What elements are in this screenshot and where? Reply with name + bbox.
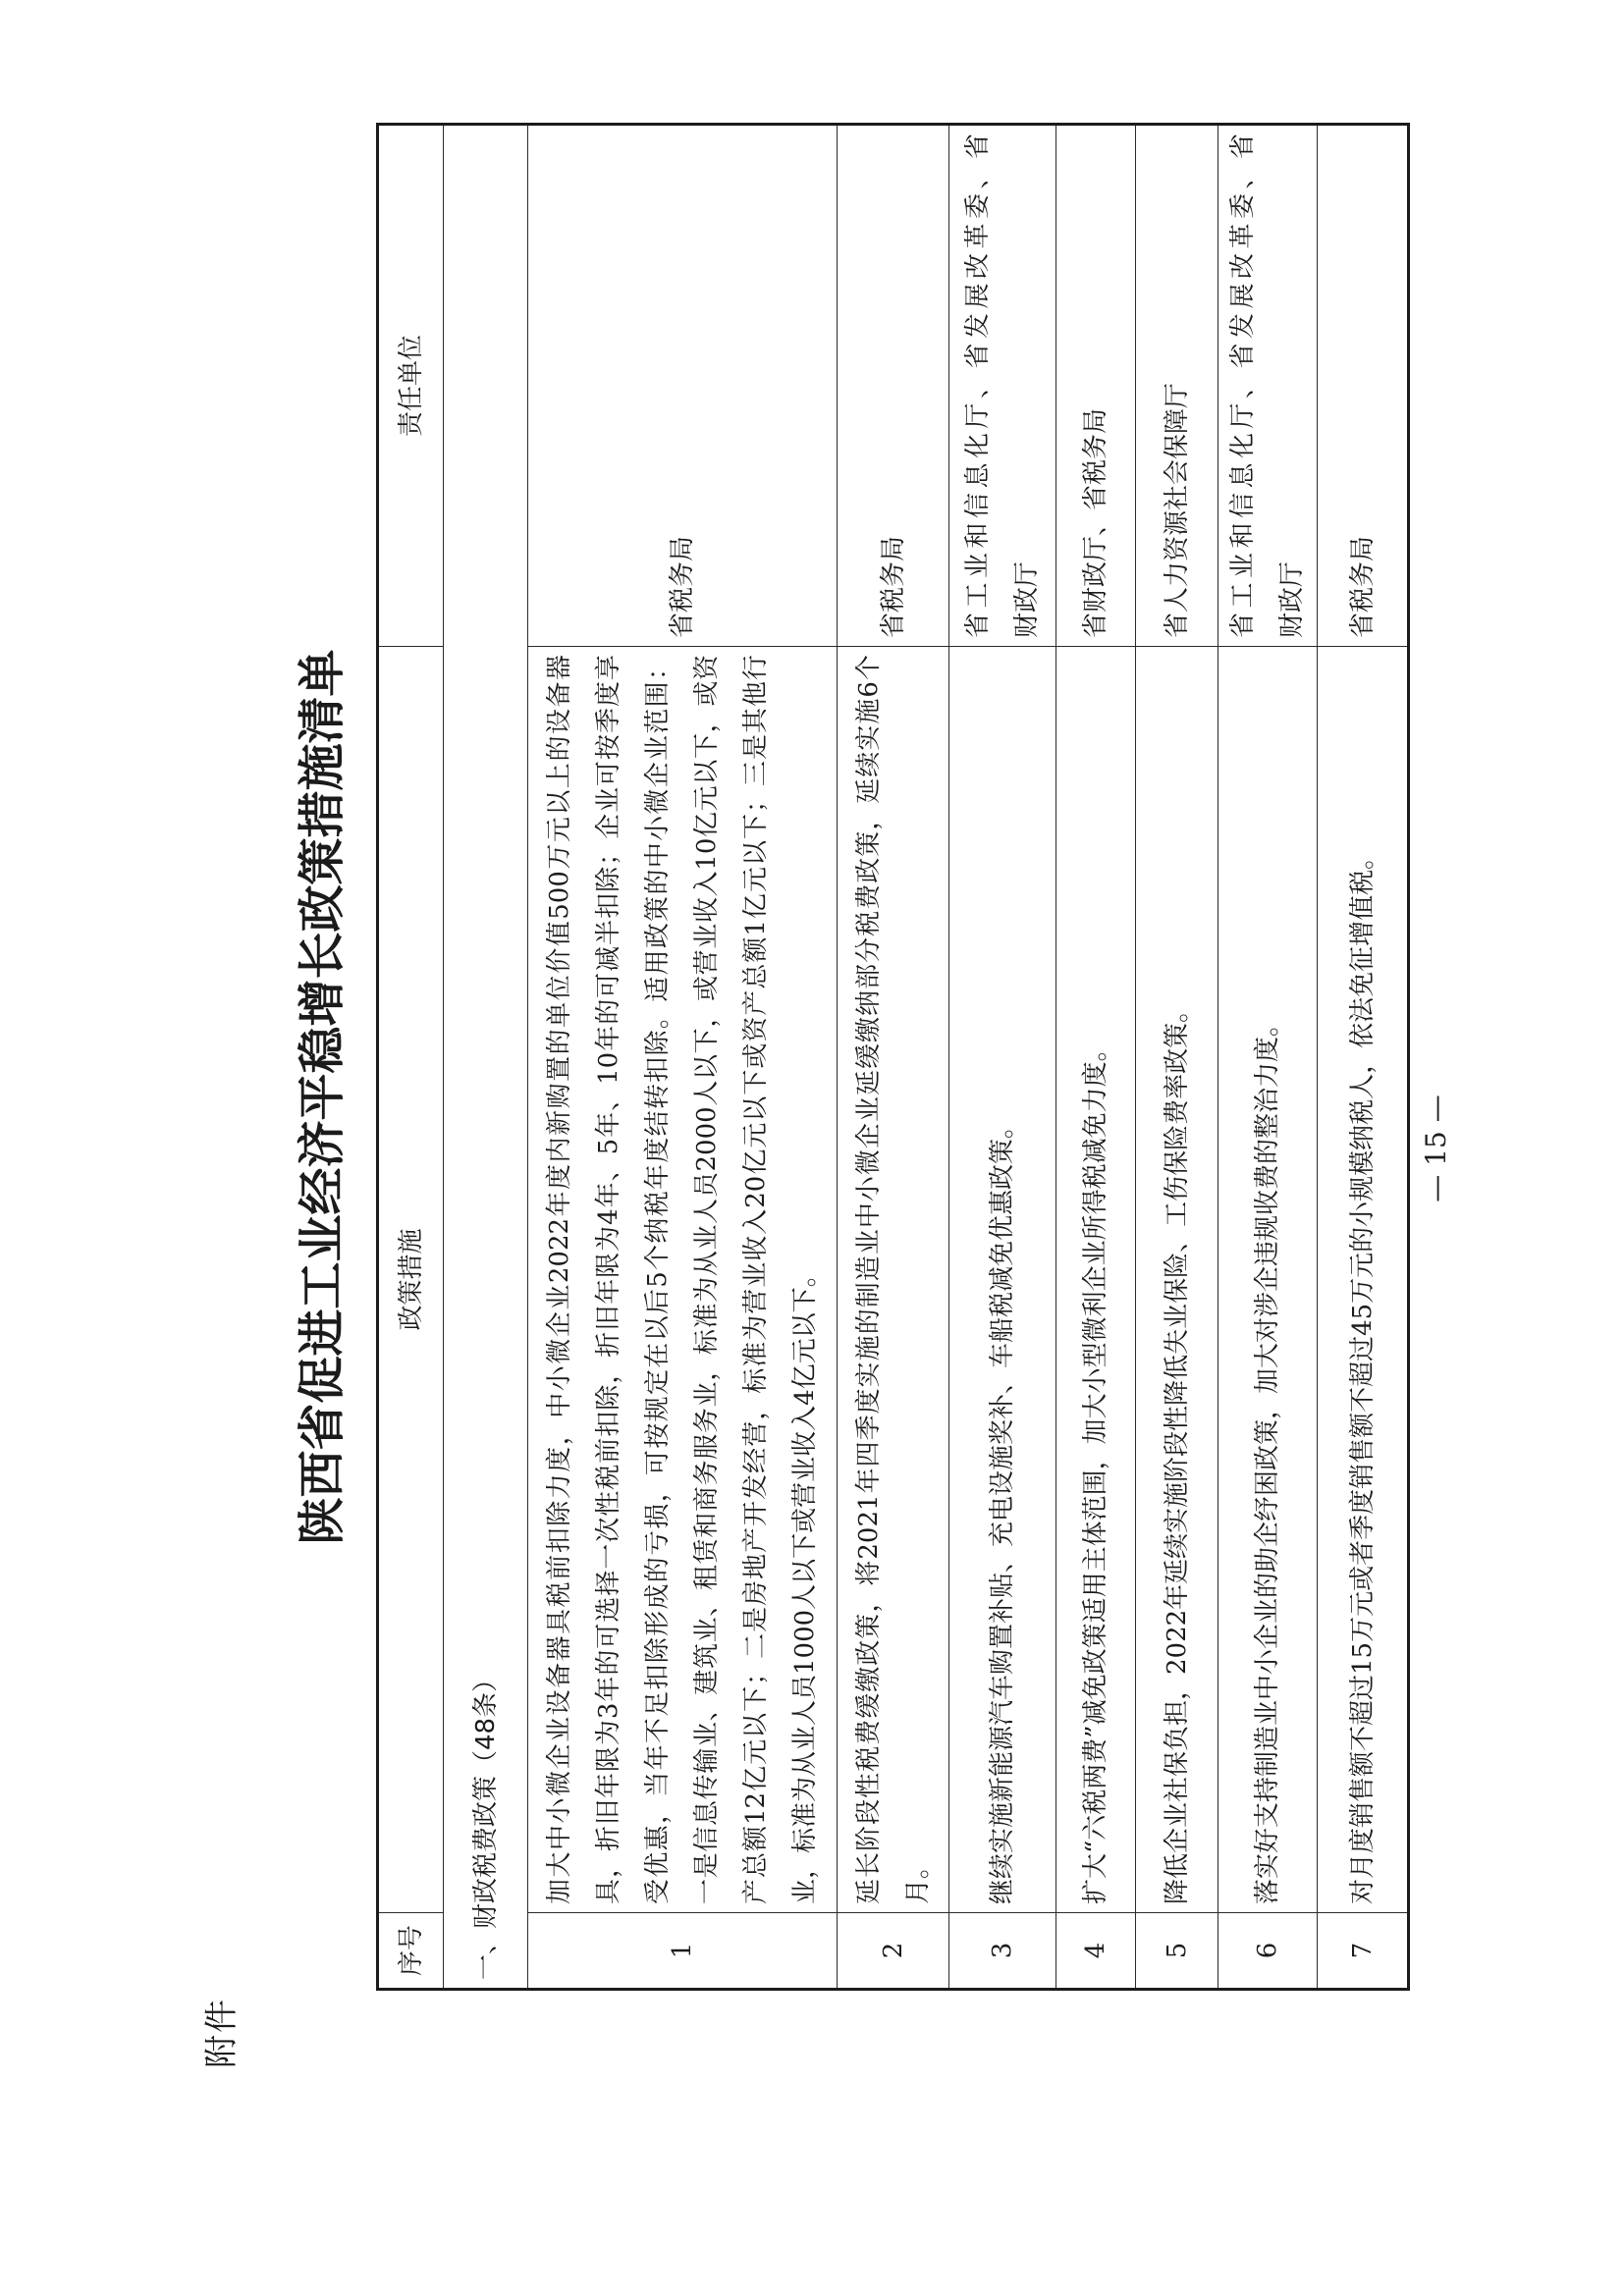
measure-line: 继续实施新能源汽车购置补贴、充电设施奖补、车船税减免优惠政策。 <box>988 1112 1017 1904</box>
measure-line: 对月度销售额不超过15万元或者季度销售额不超过45万元的小规模纳税人，依法免征增值税。 <box>1347 843 1378 1904</box>
unit-line: 财政厅 <box>1277 561 1307 638</box>
measure-line: 一是信息传输业、建筑业、租赁和商务服务业，标准为从业人员2000人以下，或营业收入10亿元以下，或资 <box>692 655 722 1904</box>
measure-line: 月。 <box>902 1852 933 1904</box>
unit-line: 省工业和信息化厅、省发展改革委、省 <box>1228 133 1258 638</box>
row-unit <box>949 125 1056 647</box>
unit-line: 省工业和信息化厅、省发展改革委、省 <box>963 133 993 638</box>
row-number: 6 <box>1218 1913 1318 1990</box>
unit-line: 省税务局 <box>878 535 908 638</box>
measure-line: 受优惠，当年不足扣除形成的亏损，可按规定在以后5个纳税年度结转扣除。适用政策的中小微企业范围： <box>643 655 673 1904</box>
row-number: 5 <box>1136 1913 1218 1990</box>
row-measure <box>1218 647 1318 1913</box>
unit-line: 省人力资源社会保障厅 <box>1162 382 1192 638</box>
measure-line: 加大中小微企业设备器具税前扣除力度，中小微企业2022年度内新购置的单位价值500万元以上的设备器 <box>545 655 574 1904</box>
row-unit <box>1318 125 1409 647</box>
unit-line: 财政厅 <box>1012 561 1042 638</box>
measure-line: 延长阶段性税费缓缴政策，将2021年四季度实施的制造业中小微企业延缓缴纳部分税费政策，延续实施6个 <box>853 655 884 1904</box>
measure-line: 落实好支持制造业中小企业的助企纾困政策，加大对涉企违规收费的整治力度。 <box>1253 1010 1282 1904</box>
table-header-row <box>378 125 444 1990</box>
section-row <box>444 125 528 1990</box>
table-row <box>1318 125 1409 1990</box>
measure-line: 业，标准为从业人员1000人以下或营业收入4亿元以下。 <box>790 1261 820 1904</box>
row-measure <box>1056 647 1136 1913</box>
row-measure <box>949 647 1056 1913</box>
row-unit <box>528 125 838 647</box>
unit-line: 省税务局 <box>1347 535 1378 638</box>
measure-line: 扩大“六税两费”减免政策适用主体范围，加大小型微利企业所得税减免力度。 <box>1081 1036 1110 1904</box>
section-title: 一、财政税费政策（48条） <box>444 125 528 1990</box>
row-number: 1 <box>528 1913 838 1990</box>
row-measure <box>528 647 838 1913</box>
table-row <box>1056 125 1136 1990</box>
table-row <box>1136 125 1218 1990</box>
row-number: 2 <box>838 1913 949 1990</box>
measure-line: 具，折旧年限为3年的可选择一次性税前扣除，折旧年限为4年、5年、10年的可减半扣除；企业可按季度享 <box>594 655 623 1904</box>
table-row <box>949 125 1056 1990</box>
table-row <box>528 125 838 1990</box>
measure-line: 降低企业社保负担，2022年延续实施阶段性降低失业保险、工伤保险费率政策。 <box>1162 996 1192 1904</box>
page-number: — 15 — <box>1420 1095 1452 1202</box>
header-measure: 政策措施 <box>378 647 444 1913</box>
row-unit <box>1136 125 1218 647</box>
row-number: 7 <box>1318 1913 1409 1990</box>
measure-line: 产总额12亿元以下；二是房地产开发经营，标准为营业收入20亿元以下或资产总额1亿元以下；三是其他行 <box>741 655 771 1904</box>
attachment-label: 附件 <box>202 1998 242 2068</box>
row-measure <box>1136 647 1218 1913</box>
row-unit <box>1218 125 1318 647</box>
page-title: 陕西省促进工业经济平稳增长政策措施清单 <box>295 649 350 1545</box>
header-unit: 责任单位 <box>378 125 444 647</box>
row-measure <box>1318 647 1409 1913</box>
unit-line: 省财政厅、省税务局 <box>1081 407 1110 638</box>
row-unit <box>1056 125 1136 647</box>
row-number: 4 <box>1056 1913 1136 1990</box>
unit-line: 省税务局 <box>668 535 697 638</box>
table-row <box>838 125 949 1990</box>
row-unit <box>838 125 949 647</box>
row-measure <box>838 647 949 1913</box>
table-row <box>1218 125 1318 1990</box>
header-no: 序号 <box>378 1913 444 1990</box>
policy-table <box>376 123 1410 1991</box>
row-number: 3 <box>949 1913 1056 1990</box>
